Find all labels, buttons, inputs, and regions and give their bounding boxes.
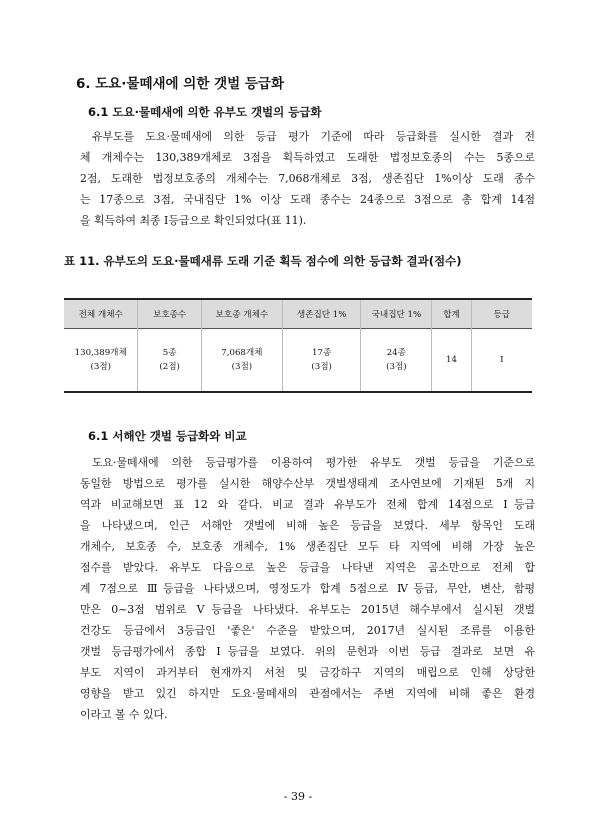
paragraph-line: 갯벌 등급평가에서 종합 Ⅰ등급을 보였다. 위의 문헌과 이번 등급 결과로 보면 유 [80,645,535,658]
paragraph-1 [80,126,535,231]
cell-score: (2점) [159,362,180,372]
paragraph-line: 을 획득하여 최종 Ⅰ등급으로 확인되었다(표 11). [80,214,307,227]
column-header: 등급 [471,299,532,329]
cell-score: (3점) [311,362,332,372]
table-cell [282,329,360,393]
paragraph-line: 도요·물떼새에 의한 등급평가를 이용하여 평가한 유부도 갯벌 등급을 기준으로 [92,456,535,469]
paragraph-line: 유부도를 도요·물떼새에 의한 등급 평가 기준에 따라 등급화를 실시한 결과 전 [92,130,535,143]
table-cell-sum: 14 [432,329,471,393]
page-number: - 39 - [283,790,313,803]
table-cell [361,329,432,393]
grading-table [64,298,532,393]
paragraph-line: 2점, 도래한 법정보호종의 개체수는 7,068개체로 3점, 생존집단 1%이상 도래 종수 [80,172,535,185]
paragraph-line: 만은 0~3점 범위로 Ⅴ등급을 나타냈다. 유부도는 2015년 해수부에서 실시된 갯벌 [80,603,535,616]
cell-score: (3점) [231,362,253,372]
cell-value: 7,068개체 [221,348,263,358]
paragraph-line: 체 개체수는 130,389개체로 3점을 획득하였고 도래한 법정보호종의 수는 5종으로 [80,151,535,164]
cell-value: 130,389개체 [74,348,127,358]
paragraph-line: 계 7점으로 Ⅲ등급을 나타냈으며, 영정도가 합계 5점으로 Ⅳ등급, 무안, 변산, 함평 [80,582,535,595]
paragraph-line: 개체수, 보호종 수, 보호종 개체수, 1% 생존집단 모두 타 지역에 비해 가장 높은 [80,540,535,553]
table-row [64,329,532,393]
section-title: 6. 도요·물떼새에 의한 갯벌 등급화 [76,76,284,92]
subsection-title-1: 6.1 도요·물떼새에 의한 유부도 갯벌의 등급화 [88,105,322,119]
column-header: 보호종 개체수 [201,299,282,329]
table-cell-grade: Ⅰ [471,329,532,393]
paragraph-line: 건강도 등급에서 3등급인 '좋은' 수준을 받았으며, 2017년 실시된 조류를 이용한 [80,624,535,637]
cell-value: 5종 [162,348,177,358]
paragraph-line: 이라고 볼 수 있다. [80,708,168,721]
paragraph-line: 을 나타냈으며, 인근 서해안 갯벌에 비해 높은 등급을 보였다. 세부 항목인 도래 [80,519,535,532]
subsection-title-2: 6.1 서해안 갯벌 등급화와 비교 [88,429,247,443]
paragraph-line: 점수를 받았다. 유부도 다음으로 높은 등급을 나타낸 지역은 곰소만으로 전체 합 [80,561,535,574]
cell-value: 24종 [386,348,406,358]
paragraph-line: 동일한 방법으로 평가를 실시한 해양수산부 갯벌생태계 조사연보에 기재된 5개 지 [80,477,535,490]
paragraph-line: 영향을 받고 있긴 하지만 도요·물떼새의 관점에서는 주변 지역에 비해 좋은 환경 [80,687,535,700]
table-cell [64,329,138,393]
paragraph-line: 역과 비교해보면 표 12 와 같다. 비교 결과 유부도가 전체 합계 14점으로 Ⅰ등급 [80,498,535,511]
cell-value: 17종 [312,348,332,358]
table-cell [201,329,282,393]
paragraph-2 [80,452,535,725]
column-header: 보호종수 [138,299,201,329]
table-header-row [64,299,532,329]
column-header: 생존집단 1% [282,299,360,329]
table-caption: 표 11. 유부도의 도요·물떼새류 도래 기준 획득 점수에 의한 등급화 결과(점수) [64,254,462,268]
column-header: 국내집단 1% [361,299,432,329]
cell-score: (3점) [386,362,407,372]
table-cell [138,329,201,393]
column-header: 합계 [432,299,471,329]
paragraph-line: 는 17종으로 3점, 국내집단 1% 이상 도래 종수는 24종으로 3점으로 총 합계 14점 [80,193,535,206]
paragraph-line: 부도 지역이 과거부터 현재까지 서천 및 금강하구 지역의 매립으로 인해 상당한 [80,666,535,679]
cell-score: (3점) [90,362,111,372]
column-header: 전체 개체수 [64,299,138,329]
